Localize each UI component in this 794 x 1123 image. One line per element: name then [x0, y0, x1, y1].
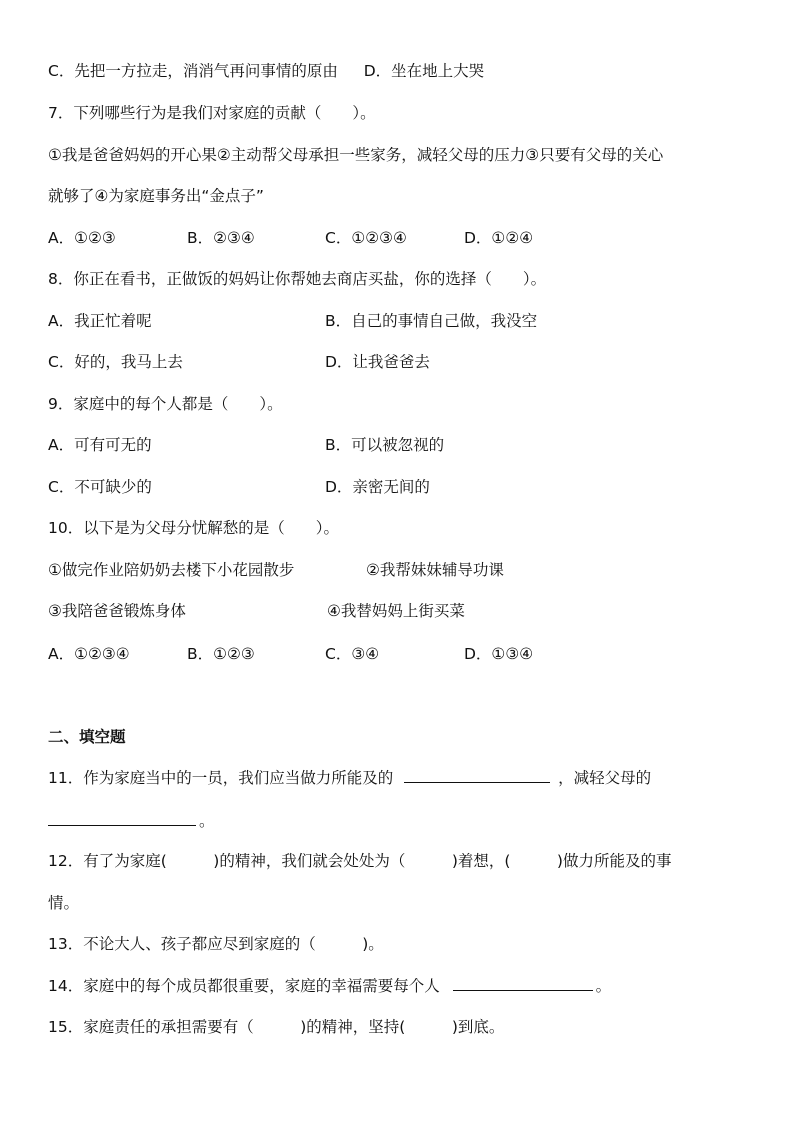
q10-option-a: A．①②③④ [48, 645, 130, 663]
q11-line1 [48, 767, 651, 789]
q12-line1: 12．有了为家庭( )的精神，我们就会处处为（ )着想，( )做力所能及的事 [48, 852, 672, 870]
q14-line [48, 975, 611, 997]
q6-option-c: C．先把一方拉走，消消气再问事情的原由 [48, 62, 338, 80]
q11-blank-2[interactable] [48, 811, 196, 826]
q11-blank-1[interactable] [404, 768, 550, 783]
q7-option-d: D．①②④ [464, 229, 534, 247]
q14-text-part1: 14．家庭中的每个成员都很重要，家庭的幸福需要每个人 [48, 977, 440, 995]
q10-option-b: B．①②③ [187, 645, 255, 663]
q7-statement-line2: 就够了④为家庭事务出“金点子” [48, 187, 264, 205]
q11-line2 [48, 810, 215, 832]
q11-text-part1: 11．作为家庭当中的一员，我们应当做力所能及的 [48, 769, 394, 787]
q7-option-c: C．①②③④ [325, 229, 407, 247]
q6-option-row [48, 60, 484, 82]
q8-option-c: C．好的，我马上去 [48, 353, 183, 371]
q8-stem: 8．你正在看书，正做饭的妈妈让你帮她去商店买盐，你的选择（ ）。 [48, 270, 547, 288]
q10-option-d: D．①③④ [464, 645, 534, 663]
q9-option-a: A．可有可无的 [48, 436, 152, 454]
q7-stem: 7．下列哪些行为是我们对家庭的贡献（ ）。 [48, 104, 376, 122]
q6-option-d: D．坐在地上大哭 [363, 62, 485, 80]
q13-text: 13．不论大人、孩子都应尽到家庭的（ )。 [48, 935, 384, 953]
q9-option-b: B．可以被忽视的 [325, 436, 445, 454]
q10-item-3: ③我陪爸爸锻炼身体 [48, 602, 186, 620]
q10-item-1: ①做完作业陪奶奶去楼下小花园散步 [48, 561, 295, 579]
q7-option-a: A．①②③ [48, 229, 116, 247]
q7-statement-line1: ①我是爸爸妈妈的开心果②主动帮父母承担一些家务，减轻父母的压力③只要有父母的关心 [48, 146, 664, 164]
q8-option-d: D．让我爸爸去 [325, 353, 430, 371]
q9-option-d: D．亲密无间的 [325, 478, 430, 496]
q15-text: 15．家庭责任的承担需要有（ )的精神，坚持( )到底。 [48, 1018, 505, 1036]
q10-stem: 10．以下是为父母分忧解愁的是（ ）。 [48, 519, 339, 537]
section-heading-fill-blank: 二、填空题 [48, 728, 126, 746]
q10-item-2: ②我帮妹妹辅导功课 [366, 561, 504, 579]
q8-option-a: A．我正忙着呢 [48, 312, 152, 330]
q10-option-c: C．③④ [325, 645, 380, 663]
q11-text-part3: 。 [199, 812, 215, 830]
q9-option-c: C．不可缺少的 [48, 478, 152, 496]
q14-text-part2: 。 [595, 977, 612, 995]
q14-blank[interactable] [453, 976, 593, 991]
q10-item-4: ④我替妈妈上街买菜 [327, 602, 465, 620]
q9-stem: 9．家庭中的每个人都是（ ）。 [48, 395, 283, 413]
q11-text-part2: ，减轻父母的 [558, 769, 652, 787]
q12-line2: 情。 [48, 894, 80, 912]
q8-option-b: B．自己的事情自己做，我没空 [325, 312, 538, 330]
q7-option-b: B．②③④ [187, 229, 255, 247]
